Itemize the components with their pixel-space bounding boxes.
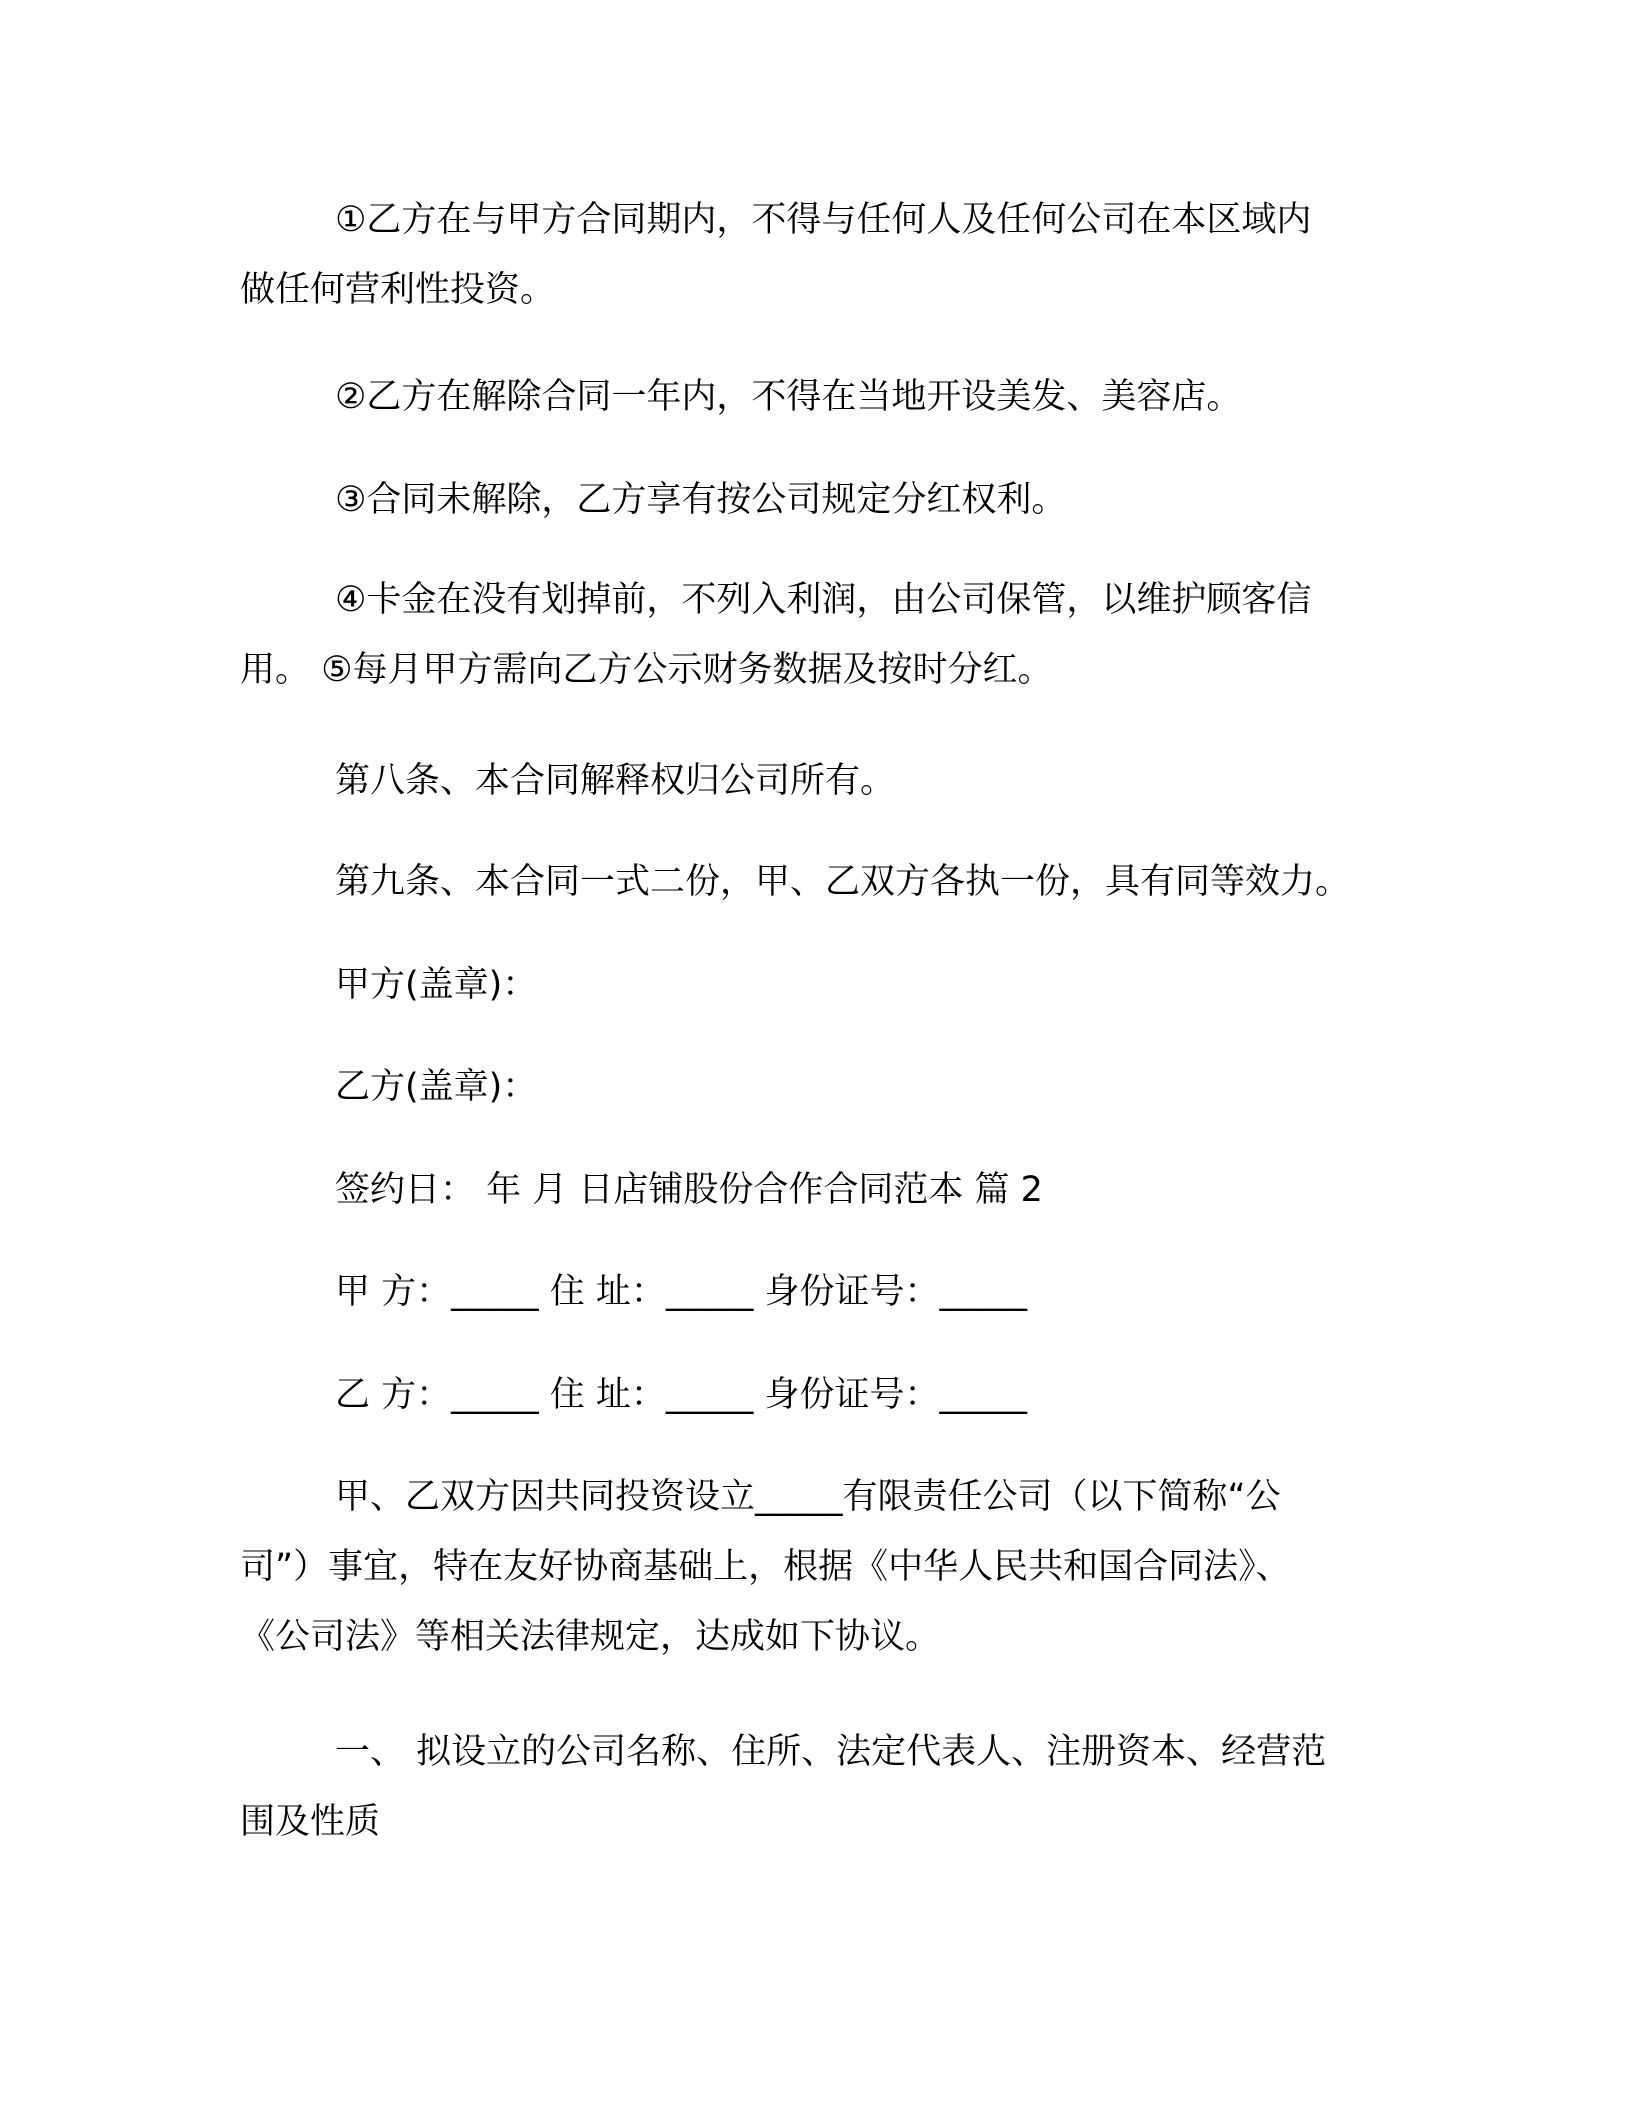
paragraph-line: 甲、乙双方因共同投资设立_____有限责任公司（以下简称“公 bbox=[335, 1477, 1281, 1517]
paragraph-line: 用。 ⑤每月甲方需向乙方公示财务数据及按时分红。 bbox=[240, 650, 1053, 690]
party-a-info bbox=[240, 1257, 1410, 1327]
paragraph-line: 第九条、本合同一式二份，甲、乙双方各执一份，具有同等效力。 bbox=[335, 862, 1351, 902]
paragraph-clause-1 bbox=[240, 185, 1410, 325]
paragraph-line: 围及性质 bbox=[240, 1802, 381, 1842]
paragraph-line: 甲方(盖章)： bbox=[335, 965, 538, 1005]
paragraph-line: 《公司法》等相关法律规定，达成如下协议。 bbox=[240, 1617, 941, 1657]
paragraph-preamble bbox=[240, 1462, 1410, 1672]
paragraph-article-9 bbox=[240, 847, 1410, 917]
paragraph-line: 签约日： 年 月 日店铺股份合作合同范本 篇 2 bbox=[335, 1170, 1043, 1210]
paragraph-clause-4-5 bbox=[240, 565, 1410, 705]
paragraph-clause-2 bbox=[240, 362, 1410, 432]
paragraph-line: 做任何营利性投资。 bbox=[240, 270, 556, 310]
paragraph-line: ③合同未解除，乙方享有按公司规定分红权利。 bbox=[335, 480, 1067, 520]
paragraph-line: ①乙方在与甲方合同期内，不得与任何人及任何公司在本区域内 bbox=[335, 200, 1312, 240]
paragraph-line: 第八条、本合同解释权归公司所有。 bbox=[335, 761, 896, 801]
party-b-info bbox=[240, 1360, 1410, 1430]
paragraph-section-1 bbox=[240, 1717, 1410, 1857]
signature-party-b bbox=[240, 1052, 1410, 1122]
paragraph-line: 乙 方：_____ 住 址：_____ 身份证号：_____ bbox=[335, 1375, 1028, 1415]
signature-party-a bbox=[240, 950, 1410, 1020]
paragraph-line: 一、 拟设立的公司名称、住所、法定代表人、注册资本、经营范 bbox=[335, 1732, 1327, 1772]
paragraph-line: 乙方(盖章)： bbox=[335, 1067, 538, 1107]
paragraph-line: 司”）事宜，特在友好协商基础上，根据《中华人民共和国合同法》、 bbox=[240, 1547, 1291, 1587]
paragraph-line: ④卡金在没有划掉前，不列入利润，由公司保管，以维护顾客信 bbox=[335, 580, 1312, 620]
paragraph-line: ②乙方在解除合同一年内，不得在当地开设美发、美容店。 bbox=[335, 377, 1242, 417]
paragraph-line: 甲 方：_____ 住 址：_____ 身份证号：_____ bbox=[335, 1272, 1028, 1312]
paragraph-clause-3 bbox=[240, 465, 1410, 535]
signing-date-and-section-title bbox=[240, 1155, 1410, 1225]
paragraph-article-8 bbox=[240, 746, 1410, 816]
